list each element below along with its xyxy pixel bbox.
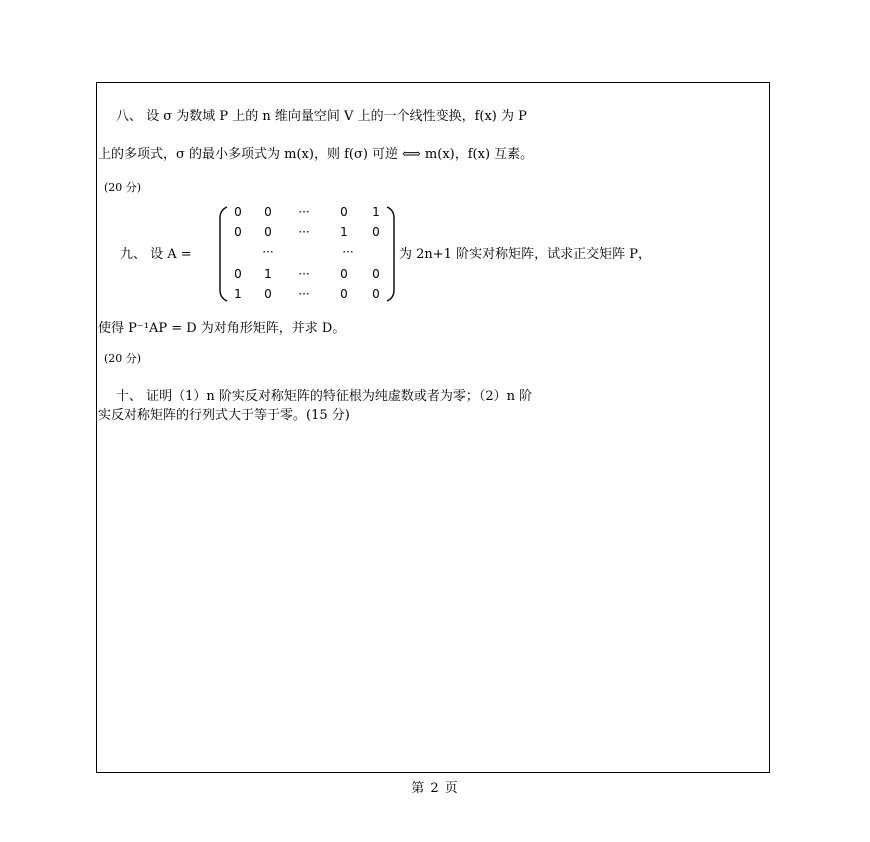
matrix-cell: ··· bbox=[298, 267, 310, 281]
q9-line2: 使得 P⁻¹AP = D 为对角形矩阵，并求 D。 bbox=[98, 321, 346, 336]
matrix-cell: 0 bbox=[234, 205, 242, 219]
matrix-cell: ··· bbox=[262, 245, 274, 259]
matrix-A bbox=[228, 205, 388, 305]
matrix-cell: 0 bbox=[372, 267, 380, 281]
q10-line2: 实反对称矩阵的行列式大于等于零。(15 分) bbox=[98, 408, 350, 423]
matrix-cell: 0 bbox=[264, 225, 272, 239]
matrix-cell: 0 bbox=[264, 205, 272, 219]
matrix-cell: 1 bbox=[372, 205, 380, 219]
q9-suffix: 为 2n+1 阶实对称矩阵，试求正交矩阵 P， bbox=[399, 247, 651, 262]
matrix-left-bracket bbox=[218, 206, 228, 302]
matrix-cell: ··· bbox=[298, 287, 310, 301]
matrix-cell: ··· bbox=[298, 205, 310, 219]
q10-line1: 十、 证明（1）n 阶实反对称矩阵的特征根为纯虚数或者为零；（2）n 阶 bbox=[116, 389, 533, 404]
matrix-cell: 0 bbox=[340, 287, 348, 301]
matrix-cell: 0 bbox=[234, 225, 242, 239]
q8-line1: 八、 设 σ 为数域 P 上的 n 维向量空间 V 上的一个线性变换，f(x) 为 P bbox=[116, 109, 527, 124]
matrix-cell: 0 bbox=[264, 287, 272, 301]
matrix-cell: 0 bbox=[372, 225, 380, 239]
matrix-cell: 0 bbox=[340, 205, 348, 219]
q9-score: (20 分) bbox=[104, 352, 142, 365]
matrix-cell: 1 bbox=[340, 225, 348, 239]
q9-prefix: 九、 设 A = bbox=[120, 247, 192, 262]
matrix-cell: ··· bbox=[298, 225, 310, 239]
matrix-cell: 0 bbox=[372, 287, 380, 301]
page-frame bbox=[96, 82, 770, 773]
matrix-cell: 1 bbox=[264, 267, 272, 281]
matrix-cell: ··· bbox=[342, 245, 354, 259]
q8-line2: 上的多项式，σ 的最小多项式为 m(x)，则 f(σ) 可逆 ⟺ m(x)，f(x) 互素。 bbox=[98, 147, 534, 162]
matrix-cell: 0 bbox=[234, 267, 242, 281]
page-number: 第 2 页 bbox=[411, 781, 459, 796]
matrix-cell: 0 bbox=[340, 267, 348, 281]
matrix-right-bracket bbox=[386, 206, 396, 302]
q8-score: (20 分) bbox=[104, 181, 142, 194]
matrix-cell: 1 bbox=[234, 287, 242, 301]
